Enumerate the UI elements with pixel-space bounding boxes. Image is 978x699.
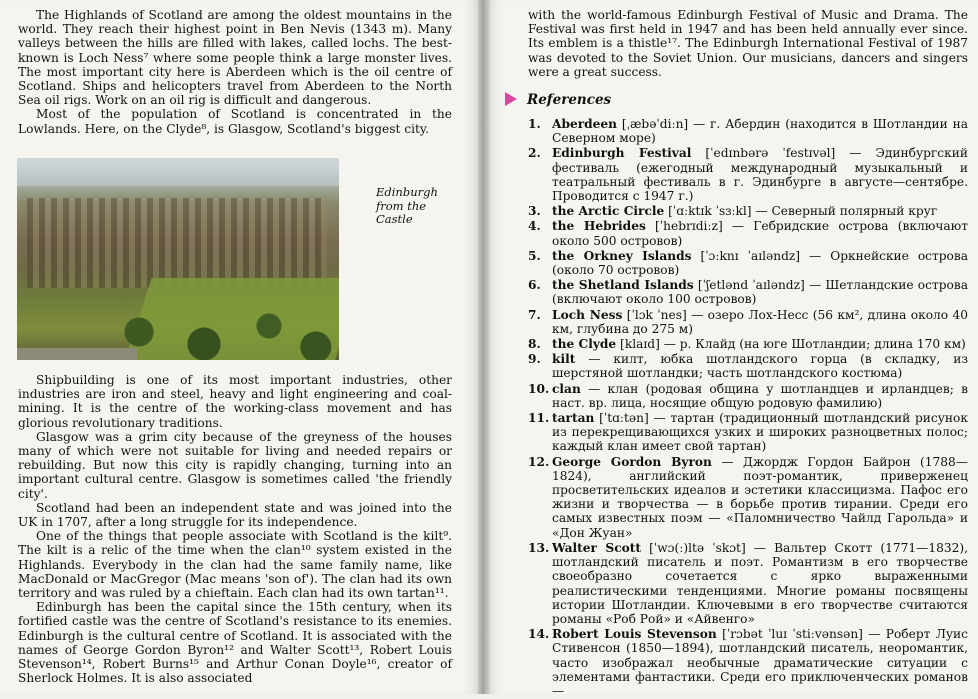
reference-term: the Hebrides <box>552 219 646 234</box>
reference-item <box>528 627 968 698</box>
reference-item <box>528 455 968 540</box>
reference-number: 4. <box>528 219 541 234</box>
reference-definition: [ˈrɔbət ˈluɪ ˈstiːvənsən] — Роберт Луис Стивенсон (1850—1894), шотландский писатель, неоромантик, часто изображал необычные драматические ситуации с элементами фантастики. Среди его приключенческих романов — <box>552 627 969 698</box>
reference-item <box>528 352 968 380</box>
reference-definition: [ˈhebrɪdiːz] — Гебридские острова (включают около 500 островов) <box>552 219 968 248</box>
reference-number: 9. <box>528 352 541 367</box>
reference-definition: [ˈɑːktɪk ˈsɜːkl] — Северный полярный круг <box>664 204 938 219</box>
reference-term: kilt <box>552 352 576 367</box>
reference-item <box>528 146 968 203</box>
reference-term: Loch Ness <box>552 307 623 322</box>
reference-definition: [ˈtɑːtən] — тартан (традиционный шотландский рисунок из перекрещивающихся узких и широких разноцветных полос; каждый клан имеет свой тартан) <box>552 411 968 454</box>
reference-term: Edinburgh Festival <box>552 146 692 161</box>
photo-caption: Edinburgh from the Castle <box>376 185 438 226</box>
paragraph-shipbuilding: Shipbuilding is one of its most important industries, other industries are iron and steel, heavy and light engineering and coal-mining. It is the centre of the working-class movement and has glorious revolutionary traditions. <box>18 373 452 430</box>
reference-definition: [ˈɔːknɪ ˈaɪləndz] — Оркнейские острова (около 70 островов) <box>552 248 969 278</box>
reference-item <box>528 411 968 454</box>
reference-item <box>528 219 968 247</box>
reference-definition: — клан (родовая община у шотландцев и ирландцев; в наст. вр. лица, носящие общую родовую фамилию) <box>552 381 968 410</box>
reference-item <box>528 382 968 410</box>
reference-term: Robert Louis Stevenson <box>552 627 717 642</box>
reference-number: 8. <box>528 337 541 352</box>
reference-term: clan <box>552 381 581 396</box>
left-bottom-text <box>18 373 452 685</box>
paragraph-edinburgh: Edinburgh has been the capital since the 15th century, when its fortified castle was the centre of Scotland's resistance to its enemies. Edinburgh is the cultural centre of Scotland. It is associated with the names of George Gordon Byron¹² and Walter Scott¹³, Robert Louis Stevenson¹⁴, Robert Burns¹⁵ and Arthur Conan Doyle¹⁶, creator of Sherlock Holmes. It is also associated <box>18 600 452 686</box>
book-gutter <box>478 0 490 694</box>
left-top-text <box>18 8 452 136</box>
reference-number: 3. <box>528 204 541 219</box>
triangle-marker-icon <box>505 92 517 106</box>
reference-number: 7. <box>528 307 541 322</box>
reference-item <box>528 337 968 351</box>
paragraph-lowlands: Most of the population of Scotland is concentrated in the Lowlands. Here, on the Clyde⁸, is Glasgow, Scotland's biggest city. <box>18 107 452 136</box>
reference-definition: [ˈedɪnbərə ˈfestɪvəl] — Эдинбургский фестиваль (ежегодный международный музыкальный и театральный фестиваль в г. Эдинбурге в августе—сентябре. Проводится с 1947 г.) <box>552 146 968 204</box>
reference-item <box>528 249 968 277</box>
paragraph-glasgow: Glasgow was a grim city because of the greyness of the houses many of which were not suitable for living and needed repairs or rebuilding. But now this city is rapidly changing, turning into an important cultural centre. Glasgow is sometimes called 'the friendly city'. <box>18 429 452 501</box>
edinburgh-photo <box>17 158 339 360</box>
reference-number: 12. <box>528 454 550 469</box>
reference-item <box>528 308 968 336</box>
reference-number: 10. <box>528 381 550 396</box>
references-list <box>528 117 968 699</box>
photo-castle-wall <box>17 348 137 360</box>
paragraph-independence: Scotland had been an independent state and was joined into the UK in 1707, after a long struggle for its independence. <box>18 500 452 530</box>
paragraph-highlands: The Highlands of Scotland are among the oldest mountains in the world. They reach their highest point in Ben Nevis (1343 m). Many valleys between the hills are filled with lakes, called lochs. The best-known is Loch Ness⁷ where some people think a large monster lives. The most important city here is Aberdeen which is the oil centre of Scotland. Ships and helicopters travel from Aberdeen to the North Sea oil rigs. Work on an oil rig is difficult and dangerous. <box>18 8 452 108</box>
reference-item <box>528 278 968 306</box>
reference-number: 1. <box>528 117 541 131</box>
right-top-text <box>528 8 968 79</box>
paragraph-kilt: One of the things that people associate with Scotland is the kilt⁹. The kilt is a relic of the time when the clan¹⁰ system existed in the Highlands. Everybody in the clan had the same family name, like MacDonald or MacGregor (Mac means 'son of'). The clan had its own territory and was ruled by a chieftain. Each clan had its own tartan¹¹. <box>18 529 452 601</box>
photo-sky <box>17 158 339 186</box>
reference-number: 5. <box>528 248 541 263</box>
reference-definition: [ˌæbəˈdiːn] — г. Абердин (находится в Шотландии на Северном море) <box>552 117 968 146</box>
reference-term: Walter Scott <box>552 540 642 555</box>
reference-term: tartan <box>552 411 595 426</box>
reference-number: 13. <box>528 540 550 555</box>
reference-term: the Orkney Islands <box>552 248 692 263</box>
reference-term: the Shetland Islands <box>552 278 694 293</box>
photo-buildings <box>27 198 327 288</box>
reference-term: George Gordon Byron <box>552 454 712 469</box>
reference-number: 2. <box>528 146 541 161</box>
reference-term: the Clyde <box>552 337 617 352</box>
reference-definition: [ˈwɔ(ː)ltə ˈskɔt] — Вальтер Скотт (1771—1832), шотландский писатель и поэт. Романтизм в его творчестве своеобразно сочетается с ярко выраженными реалистическими тенденциями. Многие романы посвящены истории Шотландии. Ключевыми в его творчестве считаются романы «Роб Рой» и «Айвенго» <box>552 540 968 626</box>
reference-number: 14. <box>528 627 550 642</box>
reference-definition: [klaɪd] — р. Клайд (на юге Шотландии; длина 170 км) <box>616 337 966 352</box>
reference-definition: [ˈlɔk ˈnes] — озеро Лох-Несс (56 км², длина около 40 км, глубина до 275 м) <box>552 307 968 336</box>
reference-item <box>528 204 968 218</box>
references-title: References <box>527 92 612 108</box>
reference-definition: — Джордж Гордон Байрон (1788—1824), английский поэт-романтик, приверженец просветительских идеалов и эстетики классицизма. Пафос его жизни и творчества — в борьбе против тирании. Среди его самых известных поэм — «Паломничество Чайлд Гарольда» и «Дон Жуан» <box>552 454 968 540</box>
reference-number: 6. <box>528 278 541 293</box>
reference-item <box>528 117 968 145</box>
paragraph-festival: with the world-famous Edinburgh Festival of Music and Drama. The Festival was first held in 1947 and has been held annually ever since. Its emblem is a thistle¹⁷. The Edinburgh International Festival of 1987 was devoted to the Soviet Union. Our musicians, dancers and singers were a great success. <box>528 8 968 79</box>
references-heading <box>505 92 705 112</box>
reference-term: the Arctic Circle <box>552 204 665 219</box>
reference-definition: — килт, юбка шотландского горца (в складку, из шерстяной шотландки; часть шотландского костюма) <box>552 352 968 381</box>
reference-term: Aberdeen <box>552 117 618 131</box>
reference-number: 11. <box>528 411 550 426</box>
reference-definition: [ˈʃetlənd ˈaɪləndz] — Шетландские острова (включают около 100 островов) <box>552 278 968 307</box>
reference-item <box>528 541 968 626</box>
